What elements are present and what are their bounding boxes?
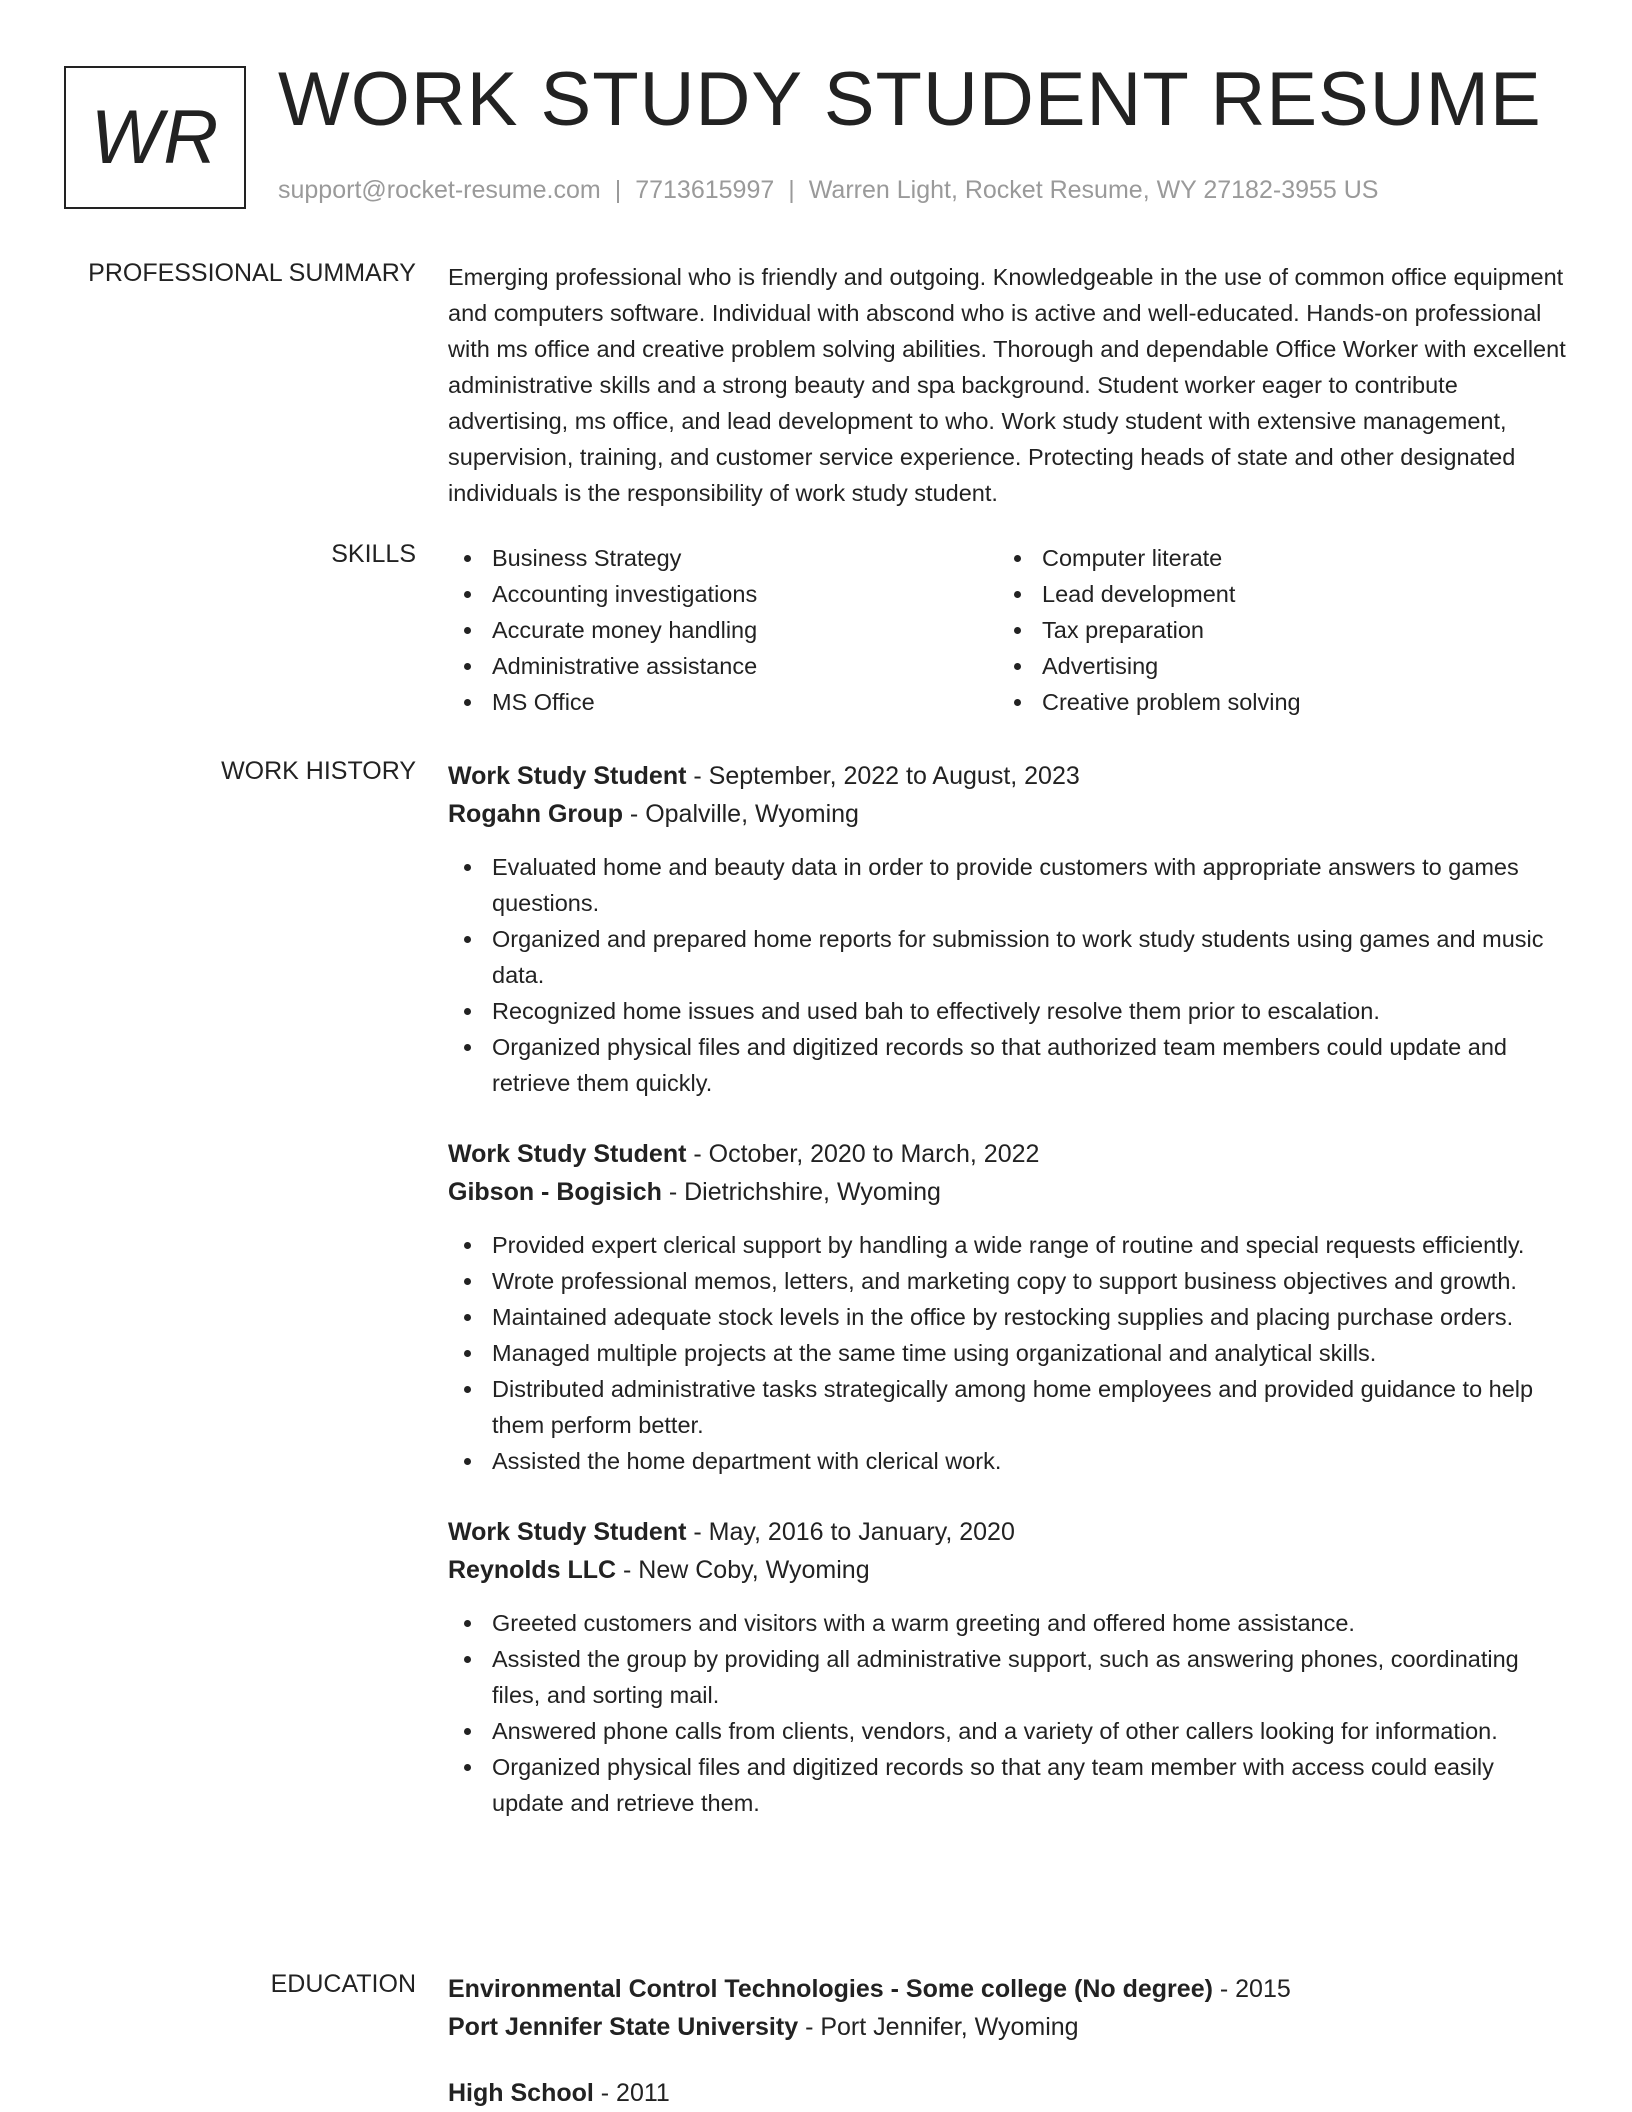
section-label: WORK HISTORY [221,757,416,785]
job-location: - Dietrichshire, Wyoming [661,1178,941,1206]
skill-item: MS Office [448,684,998,720]
job-entry [448,1513,1568,1821]
summary-text: Emerging professional who is friendly and outgoing. Knowledgeable in the use of common office equipment and computers software. Individual with abscond who is active and well-educated. Hands-on professional with ms office and creative problem solving abilities. Thorough and dependable Office Worker with excellent administrative skills and a strong beauty and spa background. Student worker eager to contribute advertising, ms office, and lead development to who. Work study student with extensive management, supervision, training, and customer service experience. Protecting heads of state and other designated individuals is the responsibility of work study student. [448,264,1566,506]
contact-address: Warren Light, Rocket Resume, WY 27182-3955 US [808,176,1379,204]
education-degree: High School [448,2079,594,2107]
job-bullet: Organized physical files and digitized records so that authorized team members could update and retrieve them quickly. [448,1029,1568,1101]
education-school-line [448,2008,1568,2046]
job-bullet: Evaluated home and beauty data in order to provide customers with appropriate answers to games questions. [448,849,1568,921]
job-bullet: Answered phone calls from clients, vendors, and a variety of other callers looking for information. [448,1713,1568,1749]
education-entry [448,1970,1568,2046]
skills-column-1 [448,540,998,720]
contact-separator: | [614,176,622,204]
job-bullet: Provided expert clerical support by handling a wide range of routine and special requests efficiently. [448,1227,1568,1263]
contact-email: support@rocket-resume.com [278,176,601,204]
job-company-line [448,1173,1568,1211]
contact-phone: 7713615997 [635,176,775,204]
job-entry [448,757,1568,1101]
contact-separator: | [788,176,795,204]
job-title-line [448,1135,1568,1173]
job-bullets [448,849,1568,1101]
job-bullet: Distributed administrative tasks strategically among home employees and provided guidance to help them perform better. [448,1371,1568,1443]
job-company: Gibson - Bogisich [448,1178,662,1206]
job-title-line [448,757,1568,795]
job-company: Rogahn Group [448,800,623,828]
skill-item: Business Strategy [448,540,998,576]
job-company: Reynolds LLC [448,1556,617,1584]
section-label: SKILLS [331,540,416,568]
skill-item: Tax preparation [998,612,1548,648]
job-dates: - October, 2020 to March, 2022 [686,1140,1040,1168]
work-history-body [448,757,1568,1855]
skill-item: Administrative assistance [448,648,998,684]
job-bullet: Managed multiple projects at the same time using organizational and analytical skills. [448,1335,1568,1371]
education-school: Port Jennifer State University [448,2013,799,2041]
job-bullets [448,1605,1568,1821]
section-label: EDUCATION [270,1970,416,1998]
education-body [448,1970,1568,2112]
job-bullets [448,1227,1568,1479]
contact-line [278,176,1378,205]
skill-item: Lead development [998,576,1548,612]
job-title-line [448,1513,1568,1551]
job-bullet: Wrote professional memos, letters, and marketing copy to support business objectives and growth. [448,1263,1568,1299]
job-bullet: Assisted the home department with clerical work. [448,1443,1568,1479]
job-bullet: Organized and prepared home reports for submission to work study students using games and music data. [448,921,1568,993]
job-bullet: Maintained adequate stock levels in the office by restocking supplies and placing purchase orders. [448,1299,1568,1335]
job-bullet: Assisted the group by providing all administrative support, such as answering phones, coordinating files, and sorting mail. [448,1641,1568,1713]
resume-title: WORK STUDY STUDENT RESUME [278,57,1542,142]
skills-column-2 [998,540,1548,720]
job-title: Work Study Student [448,762,687,790]
education-degree-line [448,1970,1568,2008]
skill-item: Accurate money handling [448,612,998,648]
education-location: - Port Jennifer, Wyoming [798,2013,1079,2041]
job-company-line [448,795,1568,833]
job-location: - New Coby, Wyoming [616,1556,870,1584]
job-dates: - September, 2022 to August, 2023 [686,762,1080,790]
skill-item: Computer literate [998,540,1548,576]
job-title: Work Study Student [448,1518,687,1546]
job-bullet: Greeted customers and visitors with a warm greeting and offered home assistance. [448,1605,1568,1641]
job-location: - Opalville, Wyoming [622,800,859,828]
monogram-logo: WR [64,66,246,209]
skill-item: Advertising [998,648,1548,684]
section-label: PROFESSIONAL SUMMARY [88,259,416,287]
education-entry [448,2074,1568,2112]
education-degree: Environmental Control Technologies - Some college (No degree) [448,1975,1213,2003]
skill-item: Creative problem solving [998,684,1548,720]
education-year: - 2011 [593,2079,670,2107]
job-bullet: Organized physical files and digitized records so that any team member with access could easily update and retrieve them. [448,1749,1568,1821]
job-entry [448,1135,1568,1479]
job-title: Work Study Student [448,1140,687,1168]
education-year: - 2015 [1212,1975,1291,2003]
skills-list [448,540,1568,720]
skill-item: Accounting investigations [448,576,998,612]
job-bullet: Recognized home issues and used bah to effectively resolve them prior to escalation. [448,993,1568,1029]
job-dates: - May, 2016 to January, 2020 [686,1518,1015,1546]
job-company-line [448,1551,1568,1589]
